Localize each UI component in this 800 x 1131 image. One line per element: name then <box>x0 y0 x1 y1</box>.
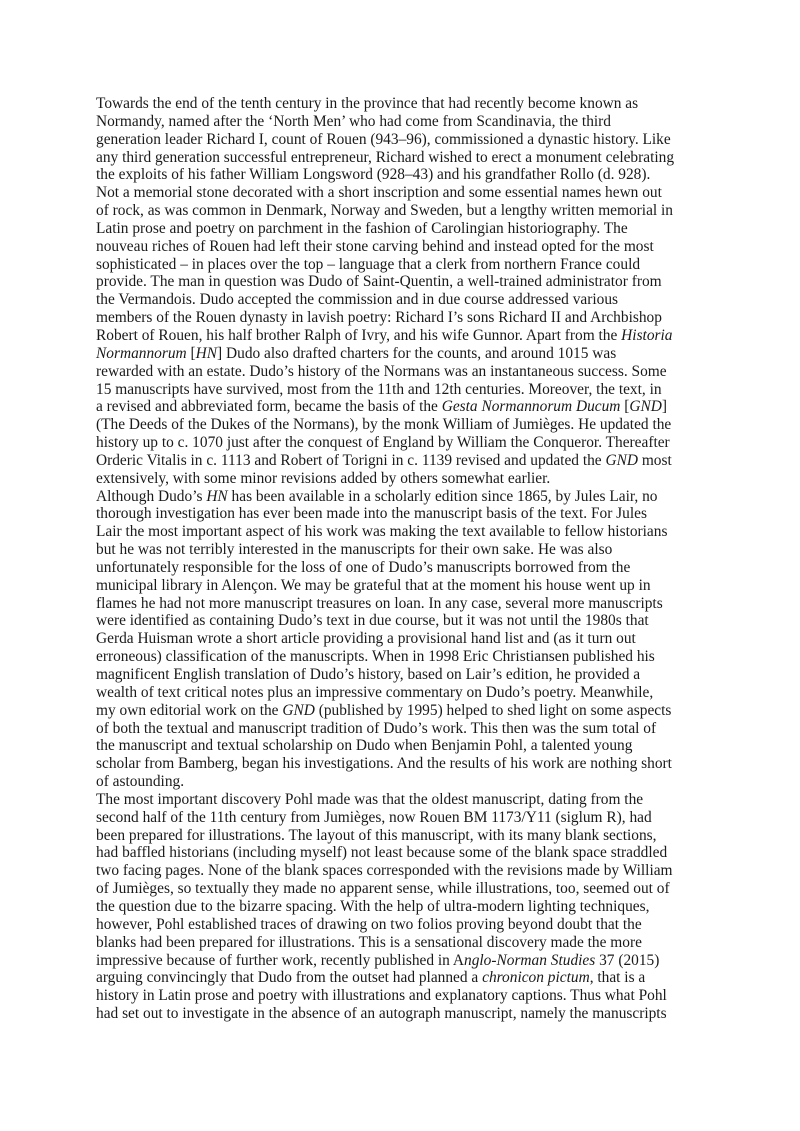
text-run: flames he had not more manuscript treasures on loan. In any case, several more manuscripts <box>96 594 663 612</box>
text-run: however, Pohl established traces of drawing on two folios proving beyond doubt that the <box>96 915 642 933</box>
text-run: unfortunately responsible for the loss of one of Dudo’s manuscripts borrowed from the <box>96 558 631 576</box>
text-line <box>96 952 712 970</box>
text-line <box>96 595 712 613</box>
text-run: has been available in a scholarly edition since 1865, by Jules Lair, no <box>227 487 658 505</box>
text-run: , that is a <box>589 969 646 987</box>
text-line <box>96 95 712 113</box>
paragraph <box>96 791 712 1023</box>
text-line <box>96 131 712 149</box>
text-line <box>96 434 712 452</box>
text-line <box>96 612 712 630</box>
text-line <box>96 505 712 523</box>
text-line <box>96 470 712 488</box>
italic-run: GND <box>605 451 638 469</box>
text-run: nouveau riches of Rouen had left their stone carving behind and instead opted for the most <box>96 237 654 255</box>
text-run: my own editorial work on the <box>96 701 283 719</box>
text-line <box>96 1005 712 1023</box>
text-run: erroneous) classification of the manuscripts. When in 1998 Eric Christiansen published his <box>96 648 655 666</box>
text-line <box>96 702 712 720</box>
text-line <box>96 541 712 559</box>
text-line <box>96 309 712 327</box>
text-run: impressive because of further work, recently published in A <box>96 951 464 969</box>
paragraph <box>96 95 712 488</box>
text-line <box>96 684 712 702</box>
text-run: of rock, as was common in Denmark, Norway and Sweden, but a lengthy written memorial in <box>96 202 674 220</box>
text-run: were identified as containing Dudo’s text in due course, but it was not until the 1980s that <box>96 612 649 630</box>
italic-run: Normannorum <box>96 344 187 362</box>
text-line <box>96 327 712 345</box>
text-run: Latin prose and poetry on parchment in the fashion of Carolingian historiography. The <box>96 219 628 237</box>
body-text <box>96 95 712 1023</box>
text-line <box>96 916 712 934</box>
text-line <box>96 220 712 238</box>
text-run: but he was not terribly interested in the manuscripts for their own sake. He was also <box>96 541 613 559</box>
text-run: The most important discovery Pohl made was that the oldest manuscript, dating from the <box>96 790 644 808</box>
text-line <box>96 862 712 880</box>
text-line <box>96 398 712 416</box>
text-line <box>96 630 712 648</box>
text-run: a revised and abbreviated form, became the basis of the <box>96 398 442 416</box>
text-run: of both the textual and manuscript tradition of Dudo’s work. This then was the sum total of <box>96 719 657 737</box>
italic-run: Historia <box>621 326 673 344</box>
text-run: blanks had been prepared for illustrations. This is a sensational discovery made the more <box>96 933 642 951</box>
text-run: Gerda Huisman wrote a short article providing a provisional hand list and (as it turn out <box>96 630 636 648</box>
text-line <box>96 809 712 827</box>
text-line <box>96 666 712 684</box>
text-line <box>96 238 712 256</box>
text-line <box>96 273 712 291</box>
text-line <box>96 184 712 202</box>
text-line <box>96 291 712 309</box>
text-run: thorough investigation has ever been made into the manuscript basis of the text. For Jules <box>96 505 647 523</box>
italic-run: nglo-Norman Studies <box>464 951 596 969</box>
text-line <box>96 202 712 220</box>
text-line <box>96 149 712 167</box>
text-line <box>96 827 712 845</box>
text-run: second half of the 11th century from Jumièges, now Rouen BM 1173/Y11 (siglum R), had <box>96 808 652 826</box>
text-run: Orderic Vitalis in c. 1113 and Robert of Torigni in c. 1139 revised and updated the <box>96 451 606 469</box>
text-line <box>96 737 712 755</box>
text-run: most <box>637 451 672 469</box>
text-line <box>96 381 712 399</box>
text-line <box>96 898 712 916</box>
text-line <box>96 113 712 131</box>
text-line <box>96 720 712 738</box>
text-run: [ <box>620 398 630 416</box>
text-run: municipal library in Alençon. We may be grateful that at the moment his house went up in <box>96 576 651 594</box>
text-line <box>96 648 712 666</box>
text-line <box>96 523 712 541</box>
text-run: been prepared for illustrations. The layout of this manuscript, with its many blank sections, <box>96 826 657 844</box>
text-run: history in Latin prose and poetry with illustrations and explanatory captions. Thus what Pohl <box>96 987 667 1005</box>
text-run: extensively, with some minor revisions added by others somewhat earlier. <box>96 469 551 487</box>
text-line <box>96 969 712 987</box>
text-line <box>96 416 712 434</box>
italic-run: GND <box>282 701 315 719</box>
italic-run: HN <box>195 344 218 362</box>
text-run: ] Dudo also drafted charters for the counts, and around 1015 was <box>217 344 617 362</box>
text-run: Normandy, named after the ‘North Men’ who had come from Scandinavia, the third <box>96 112 611 130</box>
text-run: wealth of text critical notes plus an impressive commentary on Dudo’s poetry. Meanwhile, <box>96 683 654 701</box>
text-line <box>96 345 712 363</box>
text-line <box>96 452 712 470</box>
text-run: Although Dudo’s <box>96 487 207 505</box>
italic-run: Gesta Normannorum Ducum <box>441 398 621 416</box>
text-run: (published by 1995) helped to shed light on some aspects <box>314 701 672 719</box>
text-line <box>96 166 712 184</box>
text-line <box>96 755 712 773</box>
text-run: rewarded with an estate. Dudo’s history of the Normans was an instantaneous success. Some <box>96 362 667 380</box>
text-line <box>96 256 712 274</box>
text-run: the exploits of his father William Longsword (928–43) and his grandfather Rollo (d. 928). <box>96 166 651 184</box>
text-run: (The Deeds of the Dukes of the Normans), by the monk William of Jumièges. He updated the <box>96 416 672 434</box>
text-run: 37 (2015) <box>595 951 660 969</box>
text-run: of astounding. <box>96 773 185 791</box>
text-run: of Jumièges, so textually they made no apparent sense, while illustrations, too, seemed out of <box>96 880 670 898</box>
text-line <box>96 559 712 577</box>
text-run: provide. The man in question was Dudo of Saint-Quentin, a well-trained administrator from <box>96 273 662 291</box>
paragraph <box>96 488 712 791</box>
text-line <box>96 934 712 952</box>
text-line <box>96 363 712 381</box>
italic-run: GND <box>629 398 662 416</box>
text-line <box>96 791 712 809</box>
text-run: had set out to investigate in the absence of an autograph manuscript, namely the manuscripts <box>96 1005 667 1023</box>
text-run: two facing pages. None of the blank spaces corresponded with the revisions made by William <box>96 862 673 880</box>
text-run: Robert of Rouen, his half brother Ralph of Ivry, and his wife Gunnor. Apart from the <box>96 326 622 344</box>
text-run: had baffled historians (including myself) not least because some of the blank space straddled <box>96 844 668 862</box>
text-run: the manuscript and textual scholarship on Dudo when Benjamin Pohl, a talented young <box>96 737 633 755</box>
text-run: history up to c. 1070 just after the conquest of England by William the Conqueror. Thereafter <box>96 434 670 452</box>
text-run: Not a memorial stone decorated with a short inscription and some essential names hewn out <box>96 184 662 202</box>
text-run: Towards the end of the tenth century in the province that had recently become known as <box>96 95 639 112</box>
text-run: members of the Rouen dynasty in lavish poetry: Richard I’s sons Richard II and Archbishop <box>96 309 662 327</box>
text-run: sophisticated – in places over the top – language that a clerk from northern France could <box>96 255 641 273</box>
text-run: ] <box>661 398 668 416</box>
text-run: 15 manuscripts have survived, most from the 11th and 12th centuries. Moreover, the text, in <box>96 380 662 398</box>
text-line <box>96 773 712 791</box>
text-run: any third generation successful entrepreneur, Richard wished to erect a monument celebrating <box>96 148 675 166</box>
text-run: Lair the most important aspect of his work was making the text available to fellow historians <box>96 523 668 541</box>
text-run: generation leader Richard I, count of Rouen (943–96), commissioned a dynastic history. Like <box>96 130 671 148</box>
text-line <box>96 488 712 506</box>
text-line <box>96 844 712 862</box>
text-run: magnificent English translation of Dudo’s history, based on Lair’s edition, he provided a <box>96 666 641 683</box>
italic-run: HN <box>206 487 228 505</box>
text-line <box>96 880 712 898</box>
text-run: the Vermandois. Dudo accepted the commission and in due course addressed various <box>96 291 619 309</box>
text-run: scholar from Bamberg, began his investigations. And the results of his work are nothing short <box>96 755 672 773</box>
text-run: [ <box>186 344 196 362</box>
text-run: the question due to the bizarre spacing. With the help of ultra-modern lighting techniques, <box>96 897 650 915</box>
text-line <box>96 577 712 595</box>
text-line <box>96 987 712 1005</box>
italic-run: chronicon pictum <box>482 969 590 987</box>
text-run: arguing convincingly that Dudo from the outset had planned a <box>96 969 483 987</box>
